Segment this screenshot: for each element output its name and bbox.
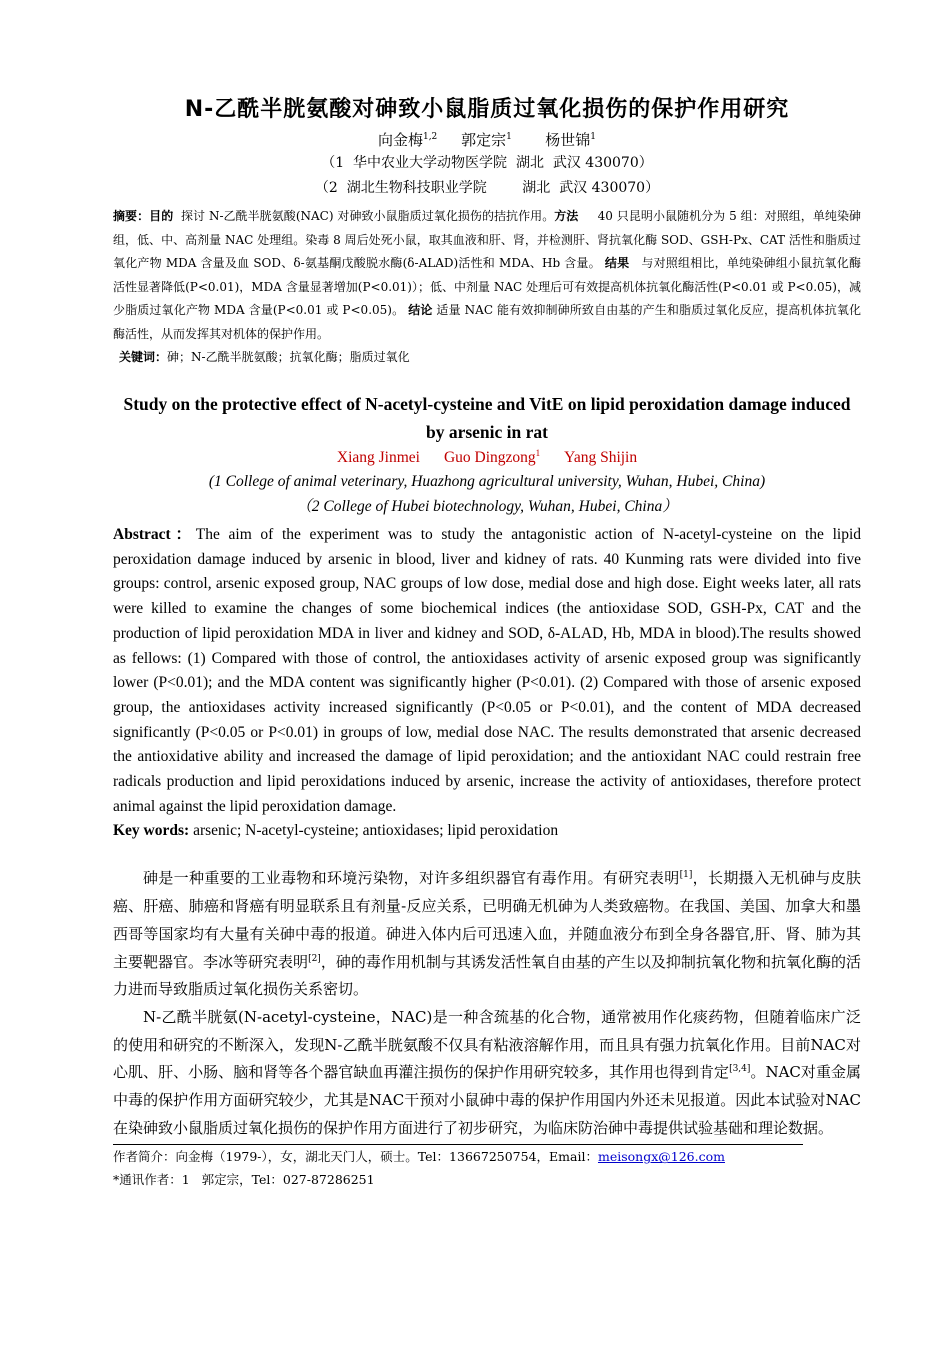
chinese-keywords (119, 346, 861, 368)
result-label: 结果 (604, 256, 630, 270)
paragraph: 砷是一种重要的工业毒物和环境污染物，对许多组织器官有毒作用。有研究表明[1]，长期摄入无机砷与皮肤癌、肝癌、肺癌和肾癌有明显联系且有剂量-反应关系，已明确无机砷为人类致癌物。在我国、美国、加拿大和墨西哥等国家均有大量有关砷中毒的报道。砷进入体内后可迅速入血，并随血液分布到全身各器官,肝、肾、肺为其主要靶器官。李冰等研究表明[2]，砷的毒作用机制与其诱发活性氧自由基的产生以及抑制抗氧化物和抗氧化酶的活力进而导致脂质过氧化损伤关系密切。 (113, 869, 861, 999)
keywords-text: arsenic; N-acetyl-cysteine; antioxidases; lipid peroxidation (193, 822, 559, 840)
author-name: 向金梅 (377, 131, 423, 149)
paper-page (113, 86, 861, 1191)
chinese-title: N-乙酰半胱氨酸对砷致小鼠脂质过氧化损伤的保护作用研究 (184, 97, 790, 122)
footnote-corresponding: *通讯作者：1 郭定宗，Tel：027-87286251 (113, 1172, 375, 1188)
author-sup: 1 (535, 447, 541, 458)
author-sup: 1 (590, 132, 597, 142)
english-title: Study on the protective effect of N-acetyl-cysteine and VitE on lipid peroxidation damage induced by arsenic in rat (123, 394, 851, 442)
abstract-label: 摘要： (113, 209, 150, 223)
chinese-abstract (113, 205, 861, 346)
english-abstract (113, 523, 861, 819)
conclusion-label: 结论 (408, 303, 433, 317)
english-keywords (113, 819, 861, 843)
author-name: Guo Dingzong$^1$ (443, 447, 541, 466)
abstract-text: The aim of the experiment was to study the antagonistic action of N-acetyl-cysteine on the lipid peroxidation damage induced by arsenic in blood, liver and kidney of rats. 40 Kunming rats were divided into five groups: control, arsenic exposed group, NAC groups of low dose, medial dose and high dose. Eight weeks later, all rats were killed to examine the changes of some biochemical indices (the antioxidase SOD, GSH-Px, CAT and the production of lipid peroxidation MDA in liver and kidney and SOD, δ-ALAD, Hb, MDA in blood).The results showed as fellows: (1) Compared with those of control, the antioxidases activity of arsenic exposed group was significantly lower (P<0.01); and the MDA content was significantly higher (P<0.01). (2) Compared with those of arsenic exposed group, the antioxidases activity increased significantly (P<0.05 or P<0.01), and the content of MDA decreased significantly (P<0.05 or P<0.01) in groups of low, medial dose NAC. The results demonstrated that arsenic decreased the antioxidative ability and increased the damage of lipid peroxidation; and the antioxidant NAC could restrain free radicals production and lipid peroxidations induced by arsenic, increase the activity of antioxidases, therefore protect animal against the lipid peroxidation damage. (113, 526, 861, 815)
abstract-label: Abstract： (113, 526, 196, 543)
paragraph: N-乙酰半胱氨(N-acetyl-cysteine，NAC)是一种含巯基的化合物，通常被用作化痰药物，但随着临床广泛的使用和研究的不断深入，发现N-乙酰半胱氨酸不仅具有粘液溶解作用，而且具有强力抗氧化作用。目前NAC对心肌、肝、小肠、脑和肾等各个器官缺血再灌注损伤的保护作用研究较多，其作用也得到肯定[3,4]。NAC对重金属中毒的保护作用方面研究较少，尤其是NAC干预对小鼠砷中毒的保护作用国内外还未见报道。因此本试验对NAC在染砷致小鼠脂质过氧化损伤的保护作用方面进行了初步研究，为临床防治砷中毒提供试验基础和理论数据。 (113, 1007, 861, 1137)
email-link[interactable]: meisongx@126.com (597, 1149, 725, 1165)
method-text: 40 只昆明小鼠随机分为 5 组：对照组，单纯染砷组，低、中、高剂量 NAC 处理组。染毒 8 周后处死小鼠，取其血液和肝、肾，并检测肝、肾抗氧化酶 SOD、GSH-Px、CAT 活性和脂质过氧化产物 MDA 含量及血 SOD、δ-氨基酮戊酸脱水酶(δ-ALAD)活性和 MDA、Hb 含量。 (113, 209, 861, 270)
footnote-author-intro: 作者简介：向金梅（1979-），女，湖北天门人，硕士。Tel：13667250754，Email：meisongx@126.com (113, 1149, 725, 1165)
conclusion-text: 适量 NAC 能有效抑制砷所致自由基的产生和脂质过氧化反应，提高机体抗氧化酶活性，从而发挥其对机体的保护作用。 (113, 303, 861, 341)
author-name: 杨世锦 (545, 131, 591, 149)
author-name: Xiang Jinmei (336, 449, 420, 466)
body-text (113, 865, 861, 1142)
chinese-authors (113, 129, 861, 151)
result-text: 与对照组相比，单纯染砷组小鼠抗氧化酶活性显著降低(P<0.01)，MDA 含量显著增加(P<0.01)）；低、中剂量 NAC 处理后可有效提高机体抗氧化酶活性(P<0.01 或 P<0.05)，减少脂质过氧化产物 MDA 含量(P<0.01 或 P<0.05)。 (113, 256, 861, 317)
english-authors (113, 446, 861, 470)
purpose-label: 目的 (149, 209, 174, 223)
citation: [1] (679, 870, 693, 881)
chinese-affiliation-2: （2 湖北生物科技职业学院 湖北 武汉 430070） (314, 180, 660, 196)
keywords-text: 砷；N-乙酰半胱氨酸；抗氧化酶；脂质过氧化 (167, 350, 410, 364)
author-sup: 1 (506, 132, 512, 142)
english-affiliation-1: (1 College of animal veterinary, Huazhong agricultural university, Wuhan, Hubei, China) (208, 473, 766, 490)
english-affiliation-2: （2 College of Hubei biotechnology, Wuhan, Hubei, China） (296, 497, 678, 515)
keywords-label: 关键词： (119, 350, 168, 364)
keywords-label: Key words: (113, 822, 194, 840)
author-sup: 1,2 (422, 132, 438, 142)
author-name: 郭定宗 (461, 131, 507, 149)
chinese-affiliation-1: （1 华中农业大学动物医学院 湖北 武汉 430070） (321, 155, 653, 171)
purpose-text: 探讨 N-乙酰半胱氨酸(NAC) 对砷致小鼠脂质过氧化损伤的拮抗作用。 (173, 209, 555, 223)
method-label: 方法 (554, 209, 579, 223)
author-name: Yang Shijin (564, 449, 638, 466)
citation: [2] (308, 953, 321, 964)
citation: [3,4] (729, 1064, 751, 1075)
